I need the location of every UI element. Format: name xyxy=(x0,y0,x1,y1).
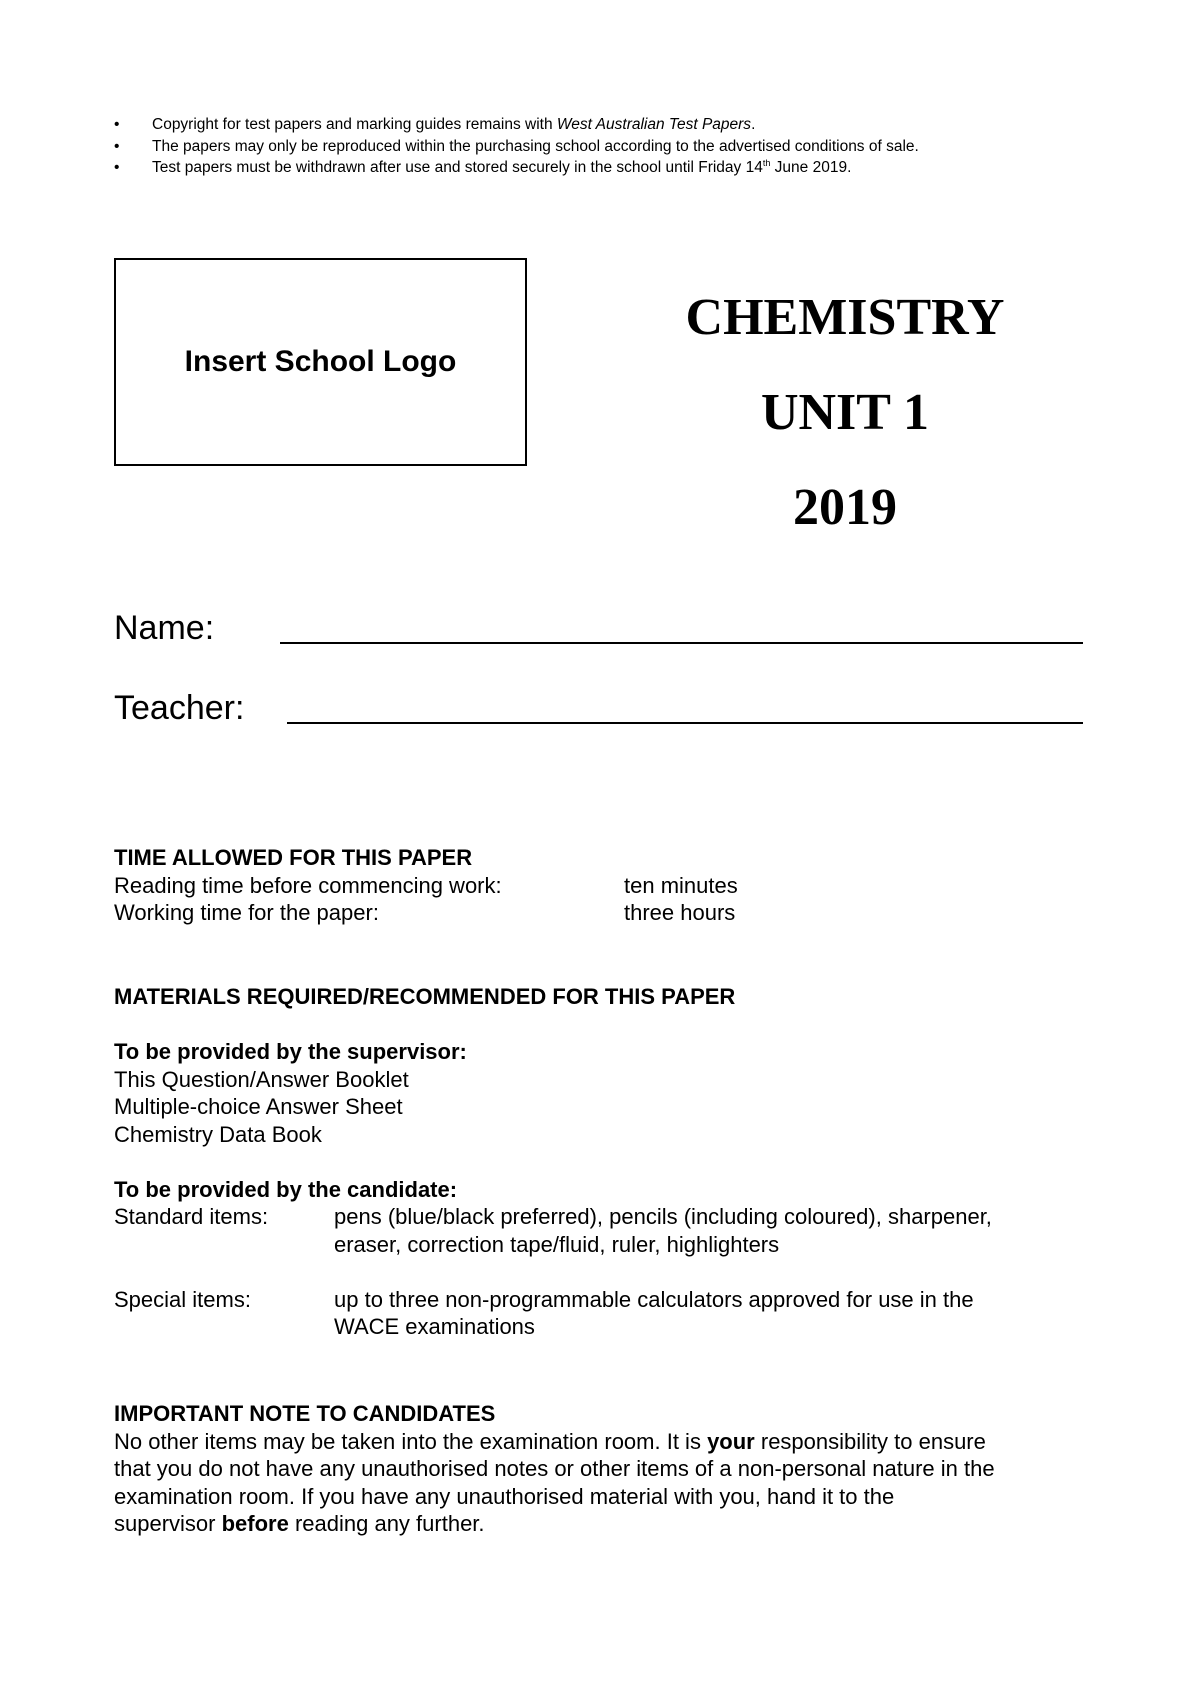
year-title: 2019 xyxy=(793,479,897,536)
subject-title: CHEMISTRY xyxy=(685,289,1005,346)
logo-placeholder-text: Insert School Logo xyxy=(184,345,457,378)
school-logo-placeholder xyxy=(114,258,527,466)
important-note-section xyxy=(114,1400,1104,1538)
exam-title xyxy=(620,270,1070,555)
notice-withdrawal: • Test papers must be withdrawn after use and stored securely in the school until Friday 14th June 2019. xyxy=(114,157,1114,179)
supervisor-item: This Question/Answer Booklet xyxy=(114,1066,409,1092)
supervisor-item: Multiple-choice Answer Sheet xyxy=(114,1094,403,1119)
supervisor-heading: To be provided by the supervisor: xyxy=(114,1039,467,1064)
materials-heading: MATERIALS REQUIRED/RECOMMENDED FOR THIS PAPER xyxy=(114,984,736,1009)
special-items-row: Special items: up to three non-programmable calculators approved for use in the xyxy=(114,1286,974,1312)
name-label: Name: xyxy=(114,609,215,647)
standard-items-row: Standard items: pens (blue/black preferred), pencils (including coloured), sharpener, xyxy=(114,1204,992,1229)
note-line: supervisor before reading any further. xyxy=(114,1511,485,1536)
time-allowed-heading: TIME ALLOWED FOR THIS PAPER xyxy=(114,845,473,870)
notice-reproduction: • The papers may only be reproduced within the purchasing school according to the advertised conditions of sale. xyxy=(114,136,1114,158)
publisher-name: West Australian Test Papers xyxy=(556,116,752,133)
teacher-input-line[interactable] xyxy=(287,722,1083,724)
teacher-label: Teacher: xyxy=(114,689,245,727)
notice-copyright: • Copyright for test papers and marking guides remains with West Australian Test Papers. xyxy=(114,114,1114,136)
name-input-line[interactable] xyxy=(280,642,1083,644)
reading-time-row: Reading time before commencing work: ten minutes xyxy=(114,872,738,898)
candidate-heading: To be provided by the candidate: xyxy=(114,1176,458,1202)
important-note-heading: IMPORTANT NOTE TO CANDIDATES xyxy=(114,1401,496,1426)
note-line: No other items may be taken into the examination room. It is your responsibility to ensure xyxy=(114,1428,986,1454)
copyright-notice-list xyxy=(114,114,1114,179)
supervisor-item: Chemistry Data Book xyxy=(114,1121,322,1147)
note-line: examination room. If you have any unauthorised material with you, hand it to the xyxy=(114,1483,895,1509)
unit-title: UNIT 1 xyxy=(760,384,930,441)
materials-section: MATERIALS REQUIRED/RECOMMENDED FOR THIS PAPER To be provided by the supervisor: This Question/Answer Booklet Multiple-choice Answer Sheet Chemistry Data Book To be provided by the candidate: Standard items: pens (blue/black preferred), pencils (including coloured), sharpener, eraser, correction tape/fluid, ruler, highlighters Special items: up to three non-programmable calculators approved for use in the WACE examinations xyxy=(114,983,1104,1341)
note-line: that you do not have any unauthorised notes or other items of a non-personal nature in the xyxy=(114,1456,995,1481)
working-time-row: Working time for the paper: three hours xyxy=(114,900,736,925)
time-allowed-section xyxy=(114,844,1104,927)
